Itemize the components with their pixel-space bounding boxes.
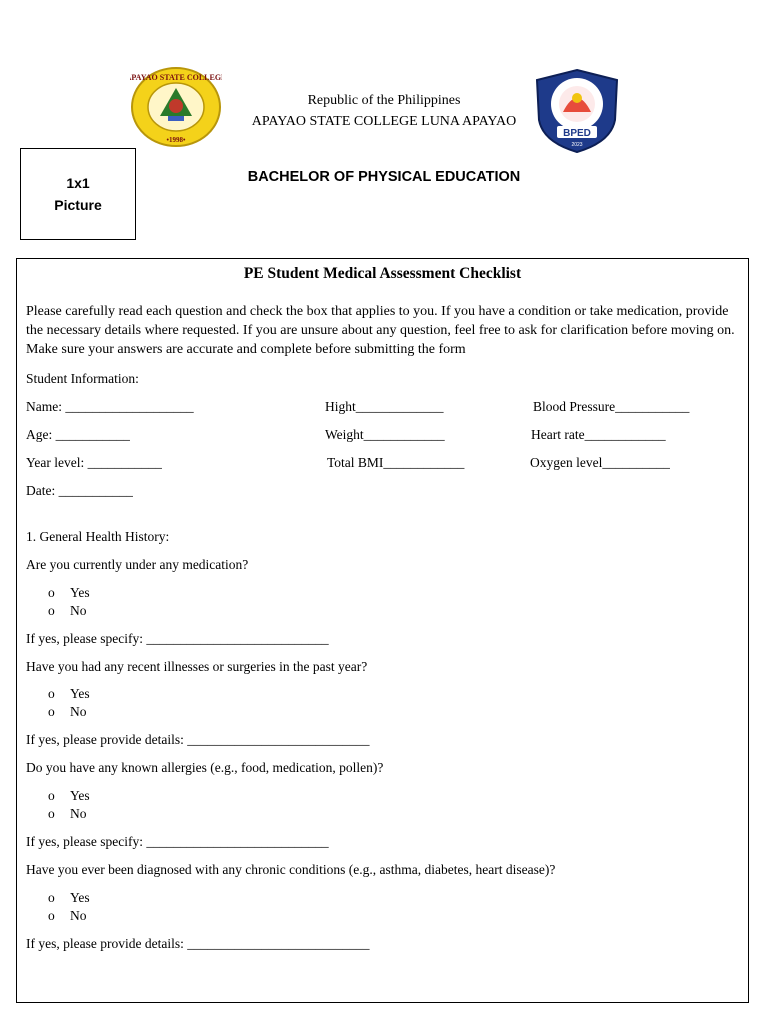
- svg-text:APAYAO STATE COLLEGE: APAYAO STATE COLLEGE: [130, 73, 222, 82]
- year-level-field[interactable]: Year level: ___________: [26, 455, 162, 470]
- option-label: No: [70, 704, 87, 719]
- total-bmi-field[interactable]: Total BMI____________: [327, 455, 465, 470]
- question-chronic: Have you ever been diagnosed with any chronic conditions (e.g., asthma, diabetes, heart disease)?: [26, 862, 556, 877]
- option-yes[interactable]: [48, 890, 90, 906]
- weight-field[interactable]: Weight____________: [325, 427, 445, 442]
- option-label: No: [70, 806, 87, 821]
- option-no[interactable]: [48, 908, 87, 924]
- option-no[interactable]: [48, 704, 87, 720]
- followup-field[interactable]: If yes, please provide details: ___________________________: [26, 936, 370, 951]
- followup-field[interactable]: If yes, please specify: ___________________________: [26, 834, 329, 849]
- followup-field[interactable]: If yes, please provide details: ___________________________: [26, 732, 370, 747]
- option-no[interactable]: [48, 806, 87, 822]
- option-yes[interactable]: [48, 686, 90, 702]
- college-name: APAYAO STATE COLLEGE LUNA APAYAO: [251, 114, 517, 129]
- photo-line1: 1x1: [66, 175, 90, 191]
- option-yes[interactable]: [48, 788, 90, 804]
- radio-bullet-icon: o: [48, 603, 55, 618]
- svg-text:BPED: BPED: [563, 128, 591, 139]
- bped-logo: [531, 68, 623, 154]
- form-title: PE Student Medical Assessment Checklist: [243, 265, 522, 282]
- age-field[interactable]: Age: ___________: [26, 427, 130, 442]
- radio-bullet-icon: o: [48, 585, 55, 600]
- radio-bullet-icon: o: [48, 890, 55, 905]
- radio-bullet-icon: o: [48, 788, 55, 803]
- question-illness: Have you had any recent illnesses or surgeries in the past year?: [26, 659, 368, 674]
- svg-text:•1998•: •1998•: [166, 136, 186, 144]
- section-general-health: 1. General Health History:: [26, 529, 170, 544]
- instructions: Please carefully read each question and check the box that applies to you. If you have a condition or take medication, provide the necessary details where requested. If you are unsure about any question, feel free to ask for clarification before moving on. Make sure your answers are accurate and complete before submitting the form: [26, 304, 735, 357]
- option-no[interactable]: [48, 603, 87, 619]
- country-line: Republic of the Philippines: [307, 93, 461, 108]
- option-label: Yes: [70, 788, 90, 803]
- radio-bullet-icon: o: [48, 686, 55, 701]
- program-title: BACHELOR OF PHYSICAL EDUCATION: [247, 169, 521, 185]
- option-label: Yes: [70, 686, 90, 701]
- option-label: Yes: [70, 585, 90, 600]
- oxygen-level-field[interactable]: Oxygen level__________: [530, 455, 670, 470]
- option-label: No: [70, 603, 87, 618]
- blood-pressure-field[interactable]: Blood Pressure___________: [533, 399, 690, 414]
- option-label: No: [70, 908, 87, 923]
- option-label: Yes: [70, 890, 90, 905]
- question-medication: Are you currently under any medication?: [26, 557, 249, 572]
- followup-field[interactable]: If yes, please specify: ___________________________: [26, 631, 329, 646]
- radio-bullet-icon: o: [48, 806, 55, 821]
- svg-text:2023: 2023: [571, 142, 583, 148]
- option-yes[interactable]: [48, 585, 90, 601]
- student-info-label: Student Information:: [26, 371, 139, 386]
- radio-bullet-icon: o: [48, 908, 55, 923]
- heart-rate-field[interactable]: Heart rate____________: [531, 427, 666, 442]
- radio-bullet-icon: o: [48, 704, 55, 719]
- height-field[interactable]: Hight_____________: [325, 399, 444, 414]
- photo-placeholder: [20, 148, 136, 240]
- question-allergies: Do you have any known allergies (e.g., food, medication, pollen)?: [26, 760, 384, 775]
- name-field[interactable]: Name: ___________________: [26, 399, 194, 414]
- date-field[interactable]: Date: ___________: [26, 483, 133, 498]
- photo-line2: Picture: [54, 197, 102, 213]
